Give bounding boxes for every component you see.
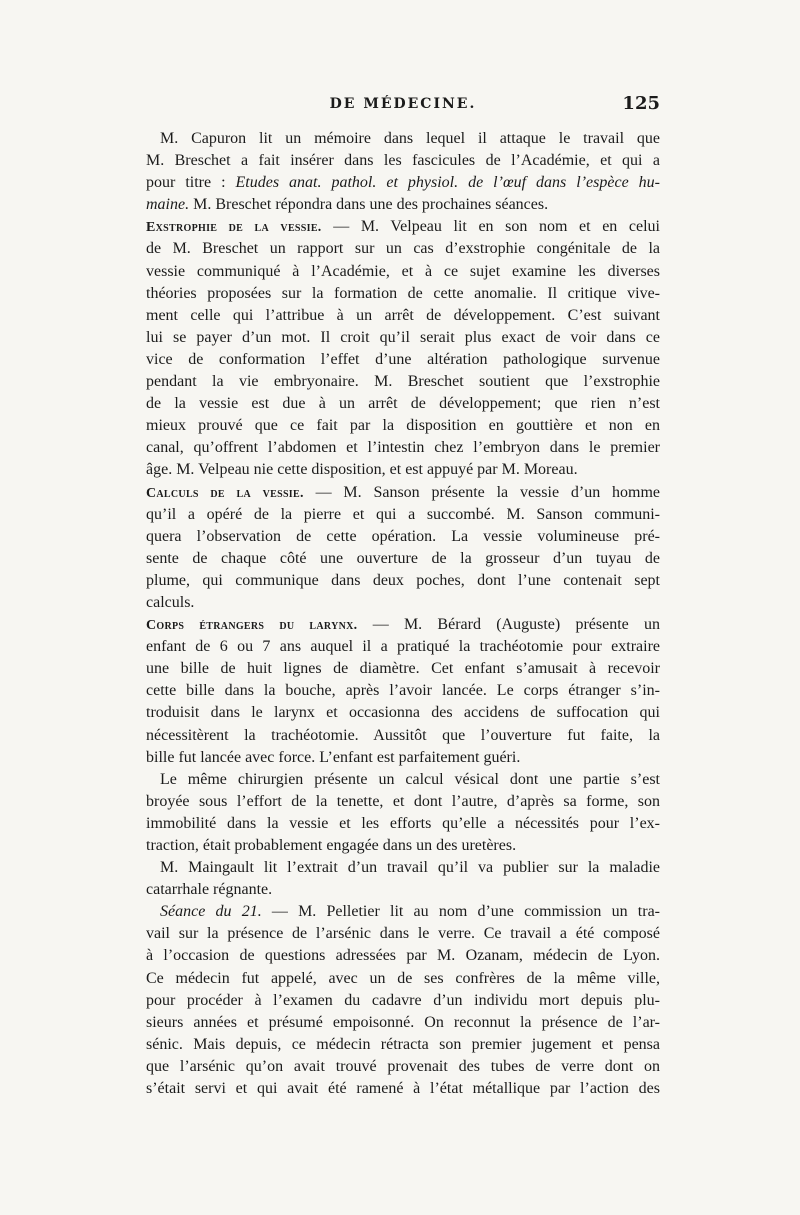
text-line [146, 216, 660, 238]
running-head [146, 93, 660, 122]
text-run: vessie communiqué à l’Académie, et à ce sujet examine les diverses [146, 262, 660, 280]
text-run: cette bille dans la bouche, après l’avoir lancée. Le corps étranger s’in- [146, 682, 660, 700]
text-run: sente de chaque côté une ouverture de la grosseur d’un tuyau de [146, 549, 660, 567]
text-line [146, 349, 660, 371]
text-line [146, 968, 660, 990]
text-run: — M. Velpeau lit en son nom et en celui [321, 218, 660, 236]
text-line [146, 371, 660, 393]
text-line [146, 437, 660, 459]
text-line [146, 923, 660, 945]
italic-run: Etudes anat. pathol. et physiol. de l’œuf dans l’espèce hu- [235, 174, 660, 192]
text-line [146, 592, 660, 614]
text-run: traction, était probablement engagée dans un des uretères. [146, 837, 517, 854]
text-line [146, 393, 660, 415]
text-line [146, 658, 660, 680]
text-line [146, 725, 660, 747]
text-line [146, 238, 660, 260]
text-run: M. Breschet répondra dans une des prochaines séances. [189, 196, 549, 214]
text-run: mieux prouvé que ce fait par la disposition en gouttière et non en [146, 417, 660, 435]
text-line [146, 791, 660, 813]
text-line [146, 636, 660, 658]
text-run: catarrhale régnante. [146, 881, 273, 899]
text-line [146, 1034, 660, 1056]
text-line [146, 482, 660, 504]
text-line [146, 283, 660, 305]
text-run: bille fut lancée avec force. L’enfant est parfaitement guéri. [146, 748, 521, 766]
text-line [146, 570, 660, 592]
text-line [146, 901, 660, 923]
text-line [146, 879, 660, 901]
text-run: s’était servi et qui avait été ramené à l’état métallique par l’action des [146, 1080, 660, 1098]
text-line [146, 150, 660, 172]
text-line [146, 1056, 660, 1078]
text-run: lui se payer d’un mot. Il croit qu’il serait plus exact de voir dans ce [146, 328, 660, 346]
text-line [146, 194, 660, 216]
text-line [146, 504, 660, 526]
section-heading: Corps étrangers du larynx. [146, 618, 358, 634]
text-run: troduisit dans le larynx et occasionna des accidens de suffocation qui [146, 704, 660, 722]
text-line [146, 680, 660, 702]
text-line [146, 990, 660, 1012]
text-run: Ce médecin fut appelé, avec un de ses confrères de la même ville, [146, 969, 660, 987]
text-run: M. Breschet a fait insérer dans les fascicules de l’Académie, et qui a [146, 152, 660, 170]
text-run: à l’occasion de questions adressées par M. Ozanam, médecin de Lyon. [146, 947, 660, 965]
text-run: — M. Bérard (Auguste) présente un [357, 616, 660, 634]
text-line [146, 857, 660, 879]
text-line [146, 813, 660, 835]
text-run: broyée sous l’effort de la tenette, et dont l’autre, d’après sa forme, son [146, 792, 660, 810]
text-line [146, 835, 660, 857]
text-run: de M. Breschet un rapport sur un cas d’exstrophie congénitale de la [146, 240, 660, 258]
text-run: pendant la vie embryonaire. M. Breschet soutient que l’exstrophie [146, 373, 660, 391]
section-heading: Calculs de la vessie. [146, 485, 304, 501]
text-line [146, 526, 660, 548]
text-line [146, 261, 660, 283]
text-run: âge. M. Velpeau nie cette disposition, et est appuyé par M. Moreau. [146, 461, 578, 479]
text-line [146, 548, 660, 570]
text-run: qu’il a opéré de la pierre et qui a succombé. M. Sanson communi- [146, 505, 660, 523]
text-run: sieurs années et présumé empoisonné. On reconnut la présence de l’ar- [146, 1013, 660, 1031]
text-run: théories proposées sur la formation de cette anomalie. Il critique vive- [146, 284, 660, 302]
text-run: sénic. Mais depuis, ce médecin rétracta son premier jugement et pensa [146, 1035, 660, 1053]
section-heading: Exstrophie de la vessie. [146, 220, 322, 236]
text-run: — M. Pelletier lit au nom d’une commission un tra- [261, 903, 660, 921]
text-run: enfant de 6 ou 7 ans auquel il a pratiqué la trachéotomie pour extraire [146, 638, 660, 656]
body-text [146, 128, 660, 1100]
text-run: quera l’observation de cette opération. La vessie volumineuse pré- [146, 527, 660, 545]
text-line [146, 305, 660, 327]
text-line [146, 1012, 660, 1034]
text-line [146, 128, 660, 150]
text-run: que l’arsénic qu’on avait trouvé provenait des tubes de verre dont on [146, 1057, 660, 1075]
italic-run: Séance du 21. [160, 903, 262, 921]
text-run: vail sur la présence de l’arsénic dans le verre. Ce travail a été composé [146, 925, 660, 943]
text-run: calculs. [146, 593, 195, 611]
text-run: M. Maingault lit l’extrait d’un travail qu’il va publier sur la maladie [160, 859, 660, 877]
running-head-title: DE MÉDECINE. [329, 96, 477, 112]
text-line [146, 702, 660, 724]
text-line [146, 327, 660, 349]
page-number: 125 [622, 93, 660, 114]
italic-run: maine. [146, 196, 190, 214]
text-run: vice de conformation l’effet d’une altération pathologique survenue [146, 350, 660, 368]
text-line [146, 769, 660, 791]
text-run: nécessitèrent la trachéotomie. Aussitôt que l’ouverture fut faite, la [146, 726, 660, 744]
text-run: immobilité dans la vessie et les efforts qu’elle a nécessités pour l’ex- [146, 814, 660, 832]
text-line [146, 172, 660, 194]
text-run: pour procéder à l’examen du cadavre d’un individu mort depuis plu- [146, 991, 660, 1009]
text-line [146, 945, 660, 967]
text-line [146, 747, 660, 769]
text-run: une bille de huit lignes de diamètre. Cet enfant s’amusait à recevoir [146, 660, 660, 678]
text-run: — M. Sanson présente la vessie d’un homme [303, 483, 660, 501]
text-run: pour titre : [146, 174, 236, 192]
text-run: plume, qui communique dans deux poches, dont l’une contenait sept [146, 571, 660, 589]
text-line [146, 459, 660, 481]
text-run: M. Capuron lit un mémoire dans lequel il attaque le travail que [160, 130, 660, 147]
text-line [146, 415, 660, 437]
text-run: ment celle qui l’attribue à un arrêt de développement. C’est suivant [146, 306, 660, 324]
text-line [146, 1078, 660, 1100]
text-run: canal, qu’offrent l’abdomen et l’intestin chez l’embryon dans le premier [146, 439, 660, 457]
text-run: de la vessie est due à un arrêt de développement; que rien n’est [146, 395, 660, 413]
text-line [146, 614, 660, 636]
text-run: Le même chirurgien présente un calcul vésical dont une partie s’est [160, 770, 660, 788]
